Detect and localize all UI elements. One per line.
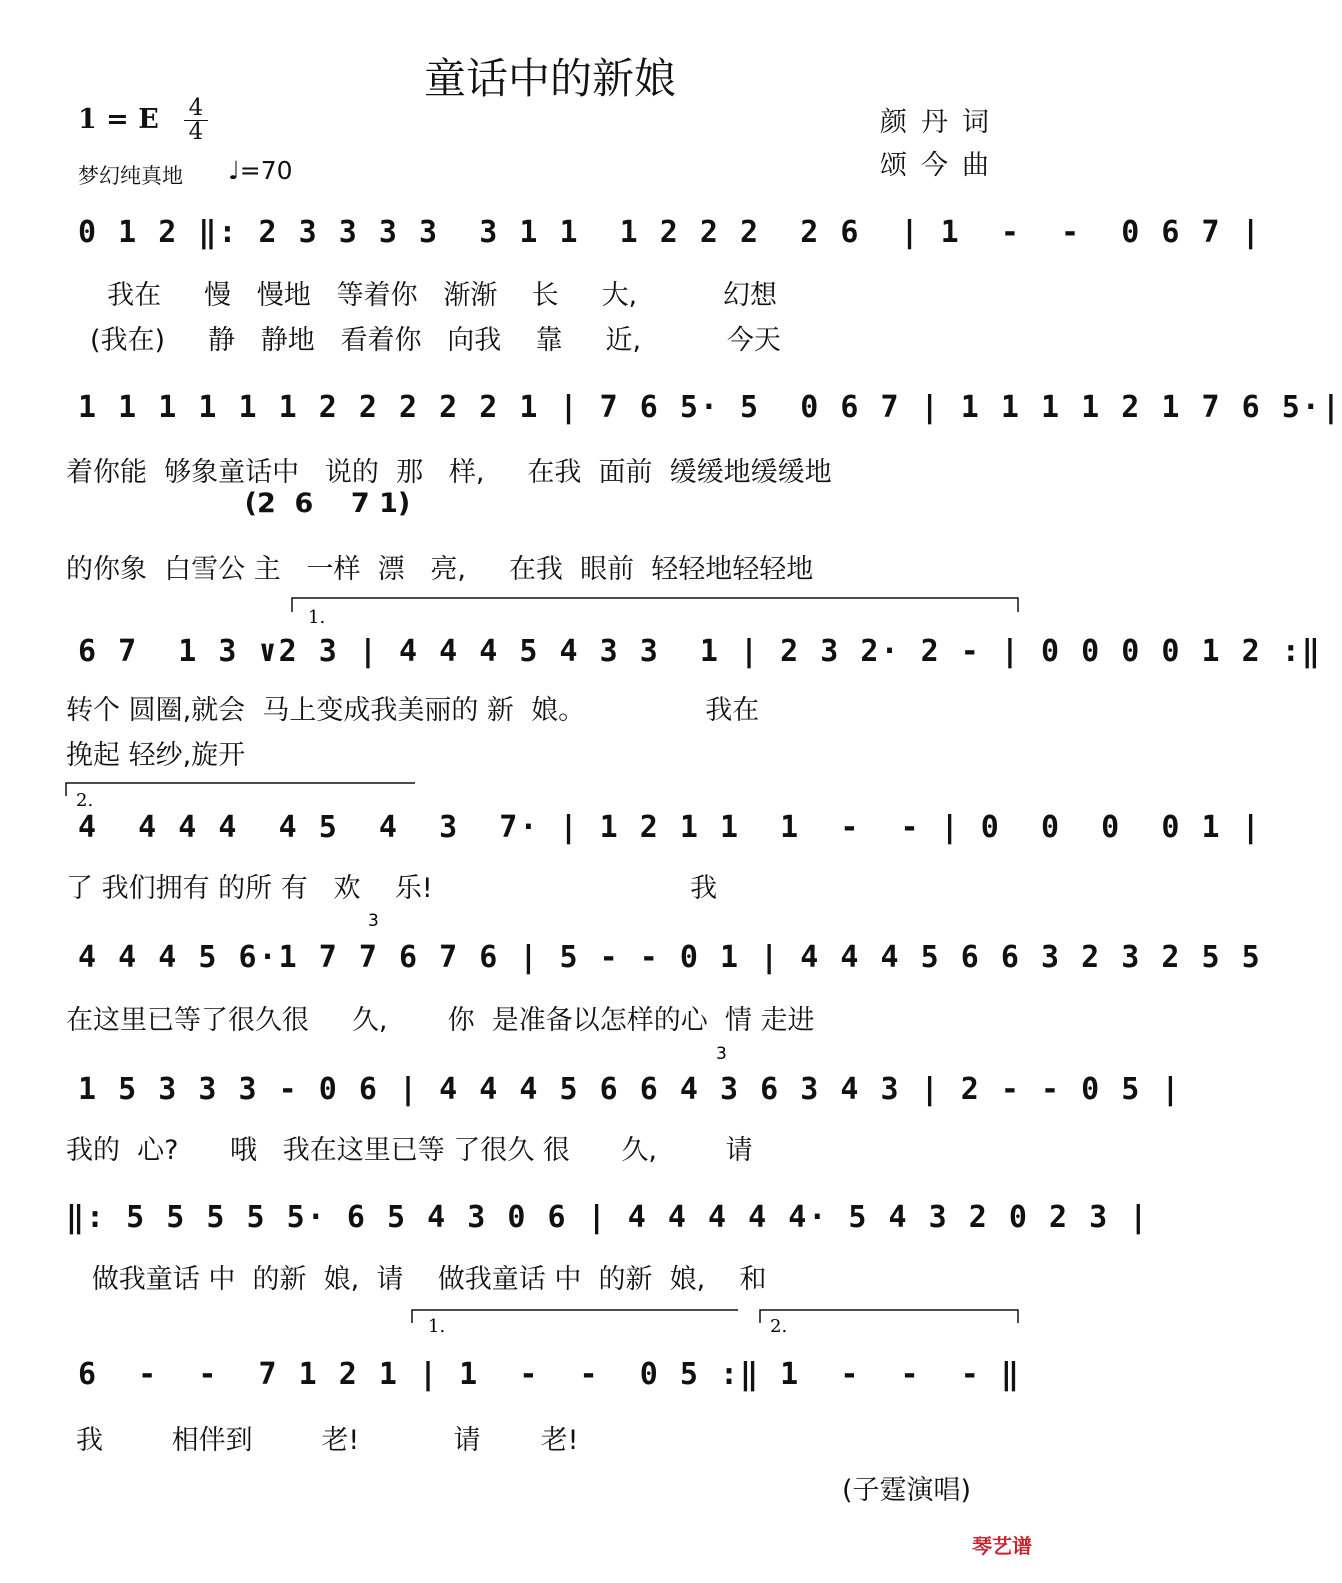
notation-row-5: 4 4 4 5 6·1 7 7 6 7 6 | 5 - - 0 1 | 4 4 4 5 6 6 3 2 3 2 5 5 xyxy=(78,940,1262,975)
volta-2-label-b: 2. xyxy=(770,1316,788,1337)
notation-row-6: 1 5 3 3 3 - 0 6 | 4 4 4 5 6 6 4 3 6 3 4 3 | 2 - - 0 5 | xyxy=(78,1072,1182,1107)
lyric-row-5: 在这里已等了很久很 久, 你 是准备以怎样的心 情 走进 xyxy=(66,1005,815,1036)
notation-row-1: 0 1 2 ‖: 2 3 3 3 3 3 1 1 1 2 2 2 2 6 | 1 - - 0 6 7 | xyxy=(78,215,1262,250)
composer: 颂今曲 xyxy=(880,150,1003,181)
lyric-row-1a: 我在 慢 慢地 等着你 渐渐 长 大, 幻想 xyxy=(90,280,777,311)
lyric-row-3b: 挽起 轻纱,旋开 xyxy=(66,740,246,771)
notation-row-3: 6 7 1 3 ∨2 3 | 4 4 4 5 4 3 3 1 | 2 3 2· 2 - | 0 0 0 0 1 2 :‖ xyxy=(78,634,1322,669)
time-signature: 4 4 xyxy=(184,97,208,144)
volta-2-label: 2. xyxy=(76,790,94,811)
volta-1-label: 1. xyxy=(308,607,326,628)
lyric-row-7: 做我童话 中 的新 娘, 请 做我童话 中 的新 娘, 和 xyxy=(66,1264,767,1295)
triplet-mark-b: 3 xyxy=(716,1044,727,1064)
lyric-row-2b: 的你象 白雪公 主 一样 漂 亮, 在我 眼前 轻轻地轻轻地 xyxy=(66,554,814,585)
lyric-row-4: 了 我们拥有 的所 有 欢 乐! 我 xyxy=(66,873,718,904)
site-logo: 琴艺谱 xyxy=(972,1534,1032,1558)
lyric-row-8: 我 相伴到 老! 请 老! xyxy=(76,1425,579,1456)
lyric-row-1b: (我在) 静 静地 看着你 向我 靠 近, 今天 xyxy=(90,325,781,356)
lyric-row-2a: 着你能 够象童话中 说的 那 样, 在我 面前 缓缓地缓缓地 xyxy=(66,457,832,488)
lyricist: 颜丹词 xyxy=(880,107,1003,138)
notation-row-4: 4 4 4 4 4 5 4 3 7· | 1 2 1 1 1 - - | 0 0 0 0 1 | xyxy=(78,810,1262,845)
triplet-mark: 3 xyxy=(368,911,379,931)
notation-row-7: ‖: 5 5 5 5 5· 6 5 4 3 0 6 | 4 4 4 4 4· 5 4 3 2 0 2 3 | xyxy=(66,1200,1150,1235)
key-signature: 1 = E xyxy=(78,104,159,135)
lyric-row-3a: 转个 圆圈,就会 马上变成我美丽的 新 娘。 我在 xyxy=(66,695,760,726)
song-title: 童话中的新娘 xyxy=(423,54,676,103)
lyric-row-6: 我的 心? 哦 我在这里已等 了很久 很 久, 请 xyxy=(66,1135,753,1166)
notation-row-2: 1 1 1 1 1 1 2 2 2 2 2 1 | 7 6 5· 5 0 6 7 | 1 1 1 1 2 1 7 6 5·| xyxy=(78,390,1342,425)
notation-row-8: 6 - - 7 1 2 1 | 1 - - 0 5 :‖ 1 - - - ‖ xyxy=(78,1357,1021,1392)
tempo-marking: ♩=70 xyxy=(228,156,293,185)
style-marking: 梦幻纯真地 xyxy=(78,164,183,188)
lyric-row-2-alt-notes: (2 6 7 1) xyxy=(66,488,411,519)
performer-credit: (子霆演唱) xyxy=(842,1475,972,1506)
volta-1-label-b: 1. xyxy=(428,1316,446,1337)
